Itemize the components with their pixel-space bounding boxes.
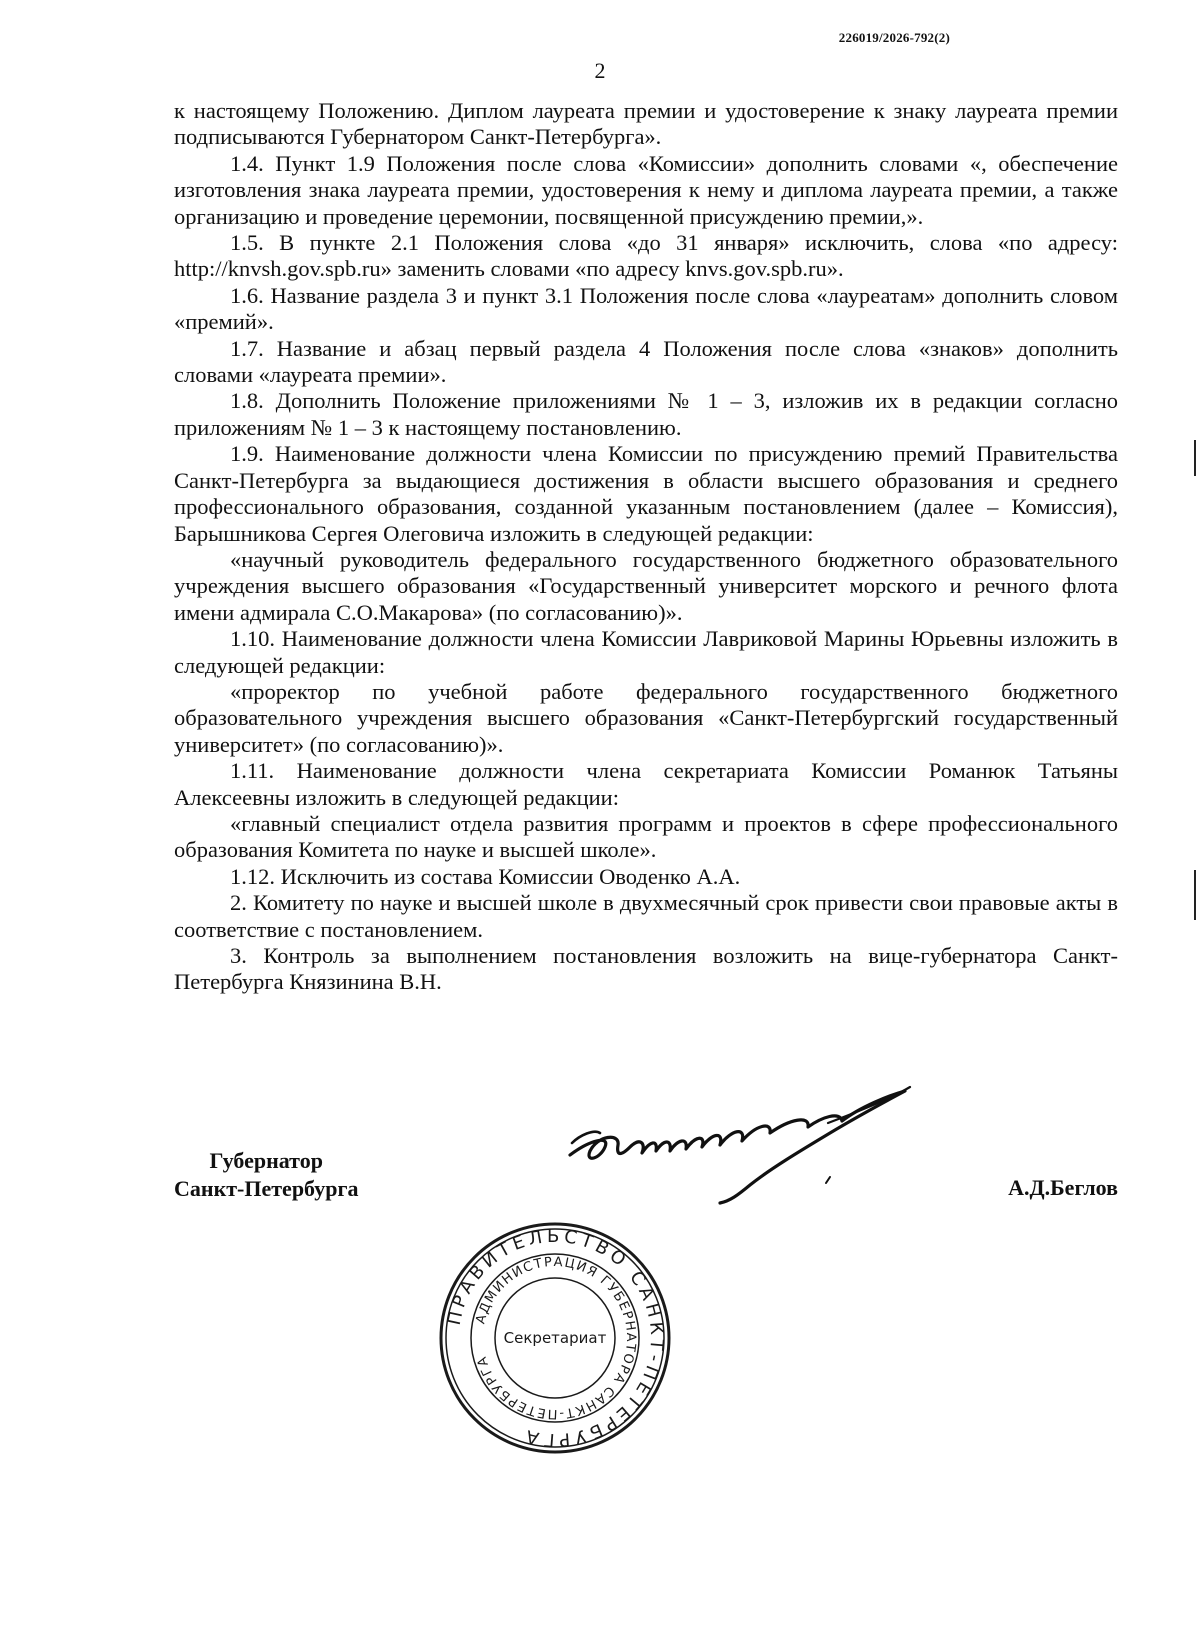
handwritten-signature xyxy=(560,1085,960,1215)
body-paragraph: 3. Контроль за выполнением постановления возложить на вице-губернатора Санкт-Петербурга Князинина В.Н. xyxy=(174,943,1118,995)
signatory-name: А.Д.Беглов xyxy=(1008,1175,1118,1200)
document-body xyxy=(174,98,1118,996)
body-paragraph: «главный специалист отдела развития программ и проектов в сфере профессионального образования Комитета по науке и высшей школе». xyxy=(174,810,1118,863)
body-paragraph: 1.7. Название и абзац первый раздела 4 Положения после слова «знаков» дополнить словами «лауреата премии». xyxy=(174,335,1118,388)
body-paragraph: 1.4. Пункт 1.9 Положения после слова «Комиссии» дополнить словами «, обеспечение изготовления знака лауреата премии, удостоверения к нему и диплома лауреата премии, а также организацию и проведение церемонии, посвященной присуждению премии,». xyxy=(174,150,1118,229)
official-seal xyxy=(437,1220,673,1456)
body-paragraph: 1.9. Наименование должности члена Комиссии по присуждению премий Правительства Санкт-Петербурга за выдающиеся достижения в области высшего образования и среднего профессионального образования, созданной указанным постановлением (далее – Комиссия), Барышникова Сергея Олеговича изложить в следующей редакции: xyxy=(174,441,1118,546)
body-paragraph: 1.11. Наименование должности члена секретариата Комиссии Романюк Татьяны Алексеевны изложить в следующей редакции: xyxy=(174,758,1118,810)
body-paragraph: «научный руководитель федерального государственного бюджетного образовательного учреждения высшего образования «Государственный университет морского и речного флота имени адмирала С.О.Макарова» (по согласованию)». xyxy=(174,546,1118,625)
body-paragraph: 2. Комитету по науке и высшей школе в двухмесячный срок привести свои правовые акты в соответствие с постановлением. xyxy=(174,890,1118,942)
scan-edge-mark xyxy=(1194,440,1196,476)
body-paragraph: «проректор по учебной работе федерального государственного бюджетного образовательного учреждения высшего образования «Санкт-Петербургский государственный университет» (по согласованию)». xyxy=(174,678,1118,757)
body-paragraph: 1.8. Дополнить Положение приложениями № 1 – 3, изложив их в редакции согласно приложениям № 1 – 3 к настоящему постановлению. xyxy=(174,388,1118,440)
signatory-title-line-2: Санкт-Петербурга xyxy=(174,1176,359,1201)
body-paragraph: к настоящему Положению. Диплом лауреата премии и удостоверение к знаку лауреата премии подписываются Губернатором Санкт-Петербурга». xyxy=(174,98,1118,150)
body-paragraph: 1.10. Наименование должности члена Комиссии Лавриковой Марины Юрьевны изложить в следующей редакции: xyxy=(174,626,1118,678)
signatory-title xyxy=(174,1147,358,1203)
page-number: 2 xyxy=(594,58,606,83)
scan-edge-mark xyxy=(1194,870,1196,920)
document-registration-number: 226019/2026-792(2) xyxy=(838,30,950,45)
body-paragraph: 1.6. Название раздела 3 и пункт 3.1 Положения после слова «лауреатам» дополнить словом «премий». xyxy=(174,282,1118,335)
signatory-title-line-1: Губернатор xyxy=(209,1148,323,1173)
body-paragraph: 1.5. В пункте 2.1 Положения слова «до 31 января» исключить, слова «по адресу: http://knvsh.gov.spb.ru» заменить словами «по адресу knvs.gov.spb.ru». xyxy=(174,230,1118,282)
seal-inner-text: АДМИНИСТРАЦИЯ ГУБЕРНАТОРА САНКТ-ПЕТЕРБУРГА xyxy=(473,1254,639,1422)
seal-center-text: Секретариат xyxy=(503,1329,607,1347)
seal-outer-text: ПРАВИТЕЛЬСТВО САНКТ-ПЕТЕРБУРГА xyxy=(443,1225,668,1451)
body-paragraph: 1.12. Исключить из состава Комиссии Оводенко А.А. xyxy=(230,863,741,889)
